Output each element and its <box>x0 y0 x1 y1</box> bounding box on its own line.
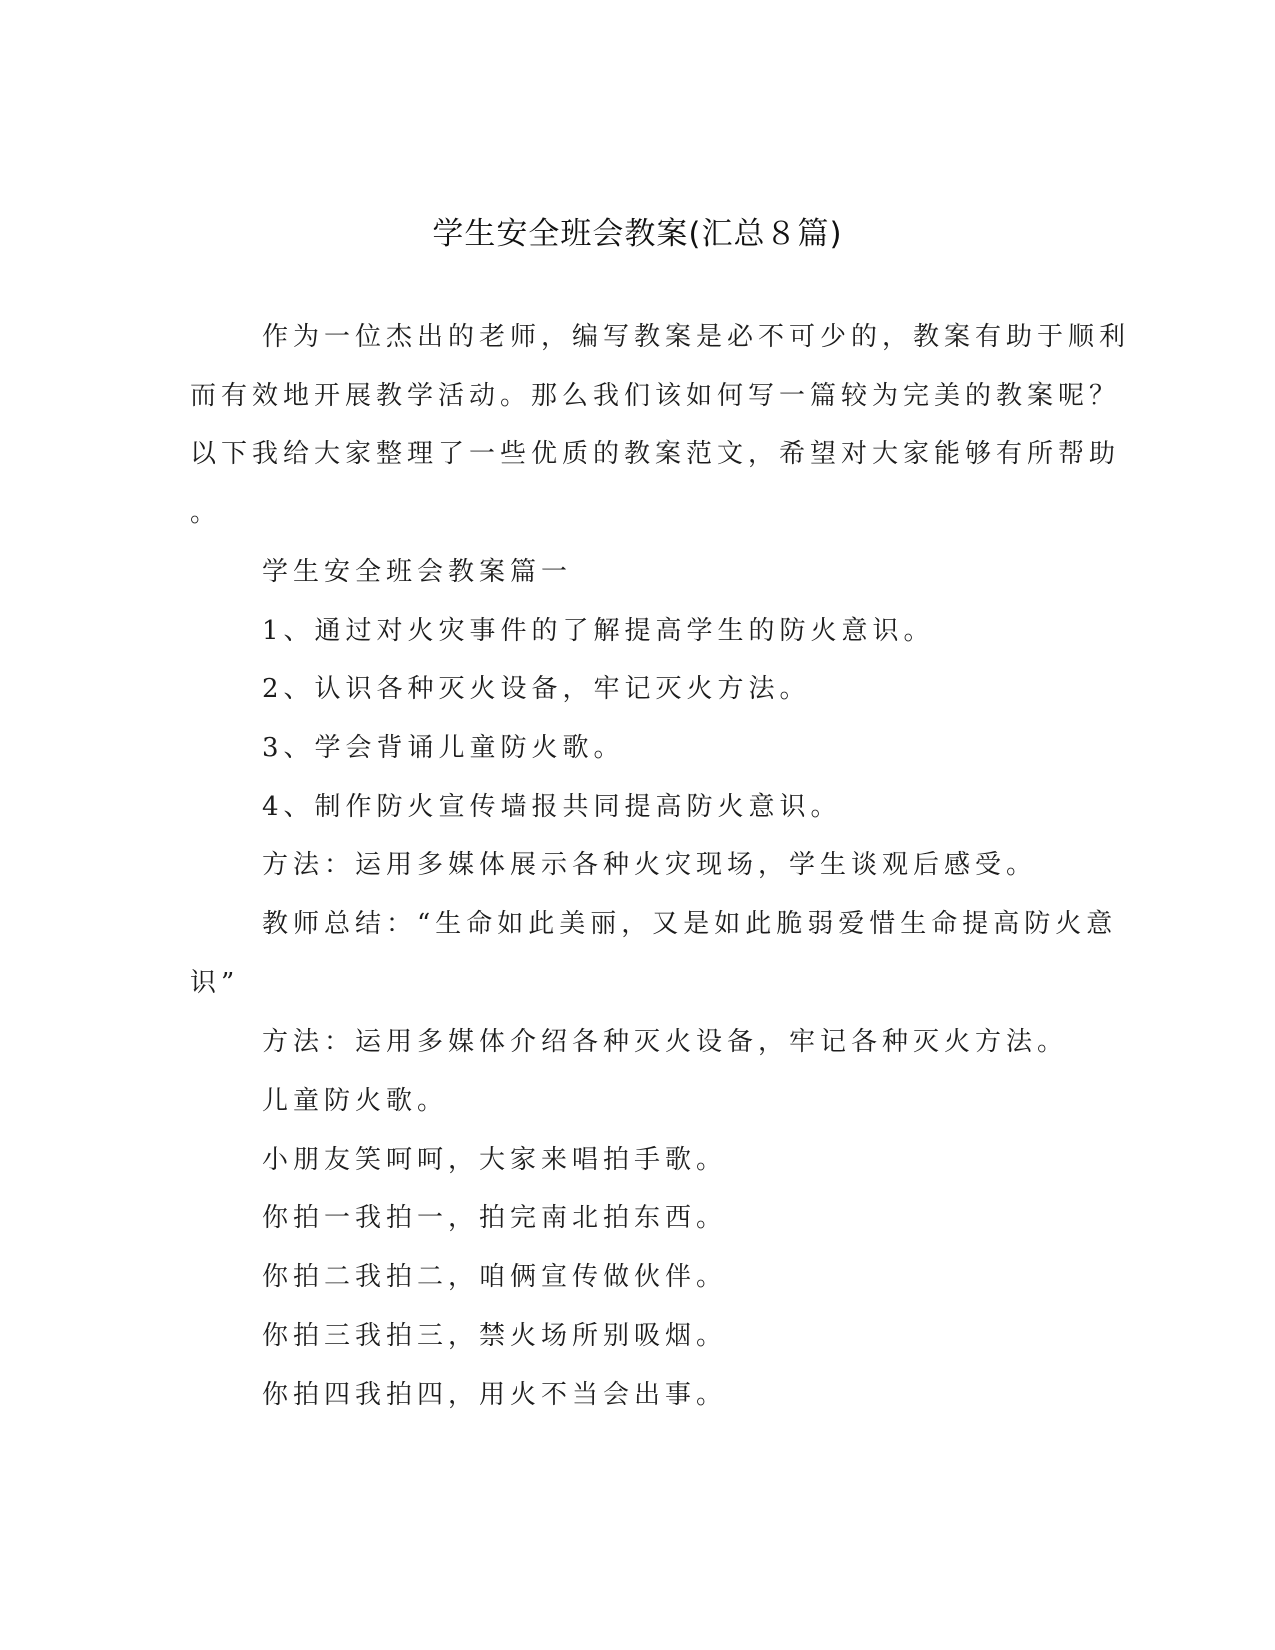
intro-paragraph-line: 以下我给大家整理了一些优质的教案范文，希望对大家能够有所帮助 <box>190 439 1121 469</box>
summary-paragraph-line: 识” <box>190 968 240 998</box>
song-line: 你拍一我拍一，拍完南北拍东西。 <box>262 1203 728 1233</box>
page-title: 学生安全班会教案(汇总８篇) <box>432 216 843 252</box>
intro-paragraph-line: 作为一位杰出的老师，编写教案是必不可少的，教案有助于顺利 <box>262 322 1131 352</box>
goal-item: 2、认识各种灭火设备，牢记灭火方法。 <box>262 674 811 704</box>
summary-paragraph-line: 教师总结：“生命如此美丽，又是如此脆弱爱惜生命提高防火意 <box>262 909 1118 939</box>
intro-paragraph-line: 而有效地开展教学活动。那么我们该如何写一篇较为完美的教案呢？ <box>190 381 1121 411</box>
song-title: 儿童防火歌。 <box>262 1086 449 1116</box>
song-line: 你拍四我拍四，用火不当会出事。 <box>262 1380 728 1410</box>
goal-item: 4、制作防火宣传墙报共同提高防火意识。 <box>262 792 842 822</box>
song-line: 小朋友笑呵呵，大家来唱拍手歌。 <box>262 1145 728 1175</box>
goal-item: 1、通过对火灾事件的了解提高学生的防火意识。 <box>262 616 935 646</box>
method-paragraph: 方法：运用多媒体展示各种火灾现场，学生谈观后感受。 <box>262 850 1038 880</box>
method-paragraph: 方法：运用多媒体介绍各种灭火设备，牢记各种灭火方法。 <box>262 1027 1069 1057</box>
intro-paragraph-line: 。 <box>190 498 222 528</box>
song-line: 你拍二我拍二，咱俩宣传做伙伴。 <box>262 1262 728 1292</box>
song-line: 你拍三我拍三，禁火场所别吸烟。 <box>262 1321 728 1351</box>
goal-item: 3、学会背诵儿童防火歌。 <box>262 733 625 763</box>
section-heading: 学生安全班会教案篇一 <box>262 557 573 587</box>
